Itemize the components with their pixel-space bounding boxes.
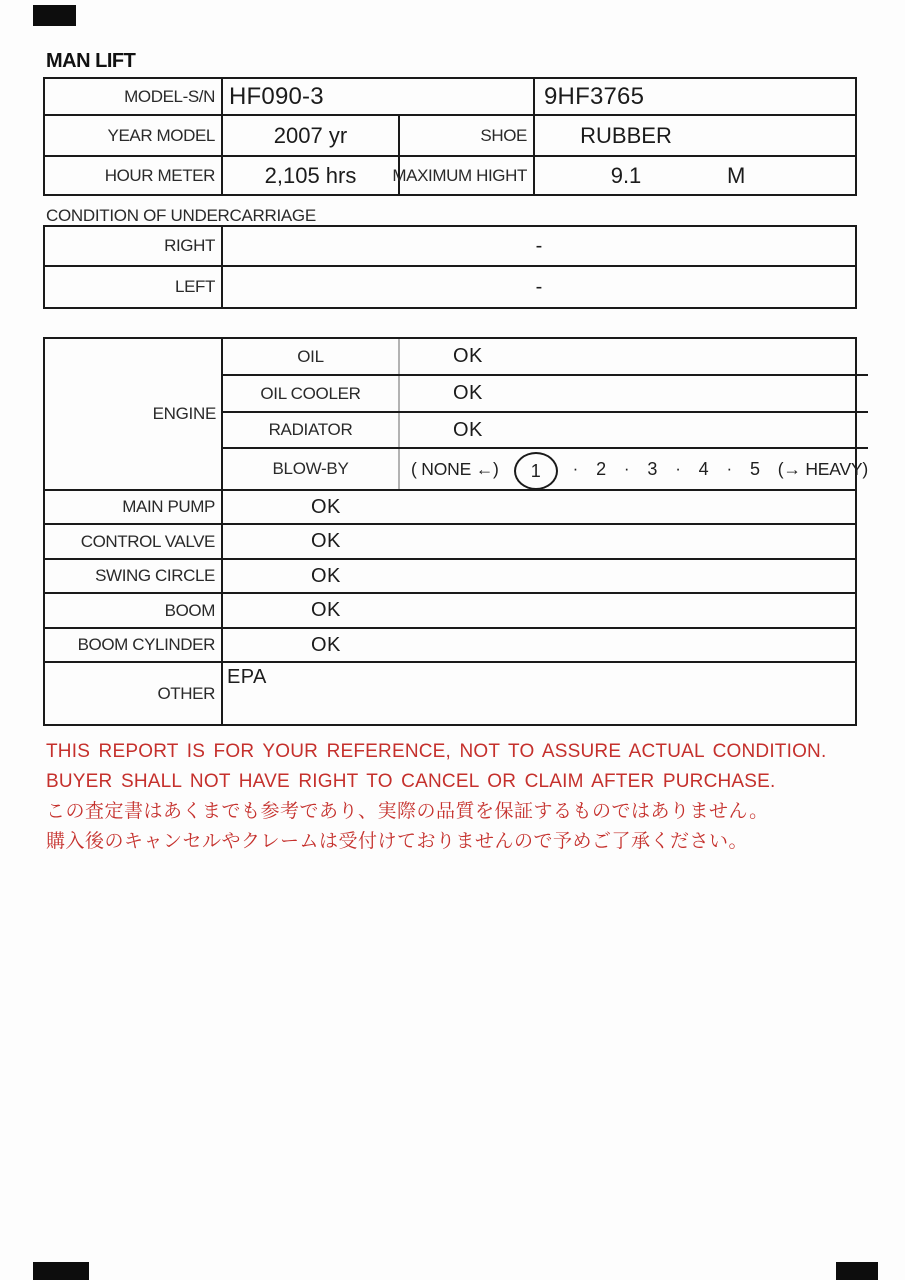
disclaimer-block: [46, 737, 826, 857]
spec-table: [43, 77, 857, 196]
boom-cylinder-label: BOOM CYLINDER: [45, 629, 223, 661]
blowby-selected-circle: 1: [514, 452, 558, 490]
max-height-unit: M: [727, 162, 746, 188]
hour-meter-value: 2,105 hrs: [223, 157, 400, 194]
oil-cooler-value: OK: [453, 382, 483, 404]
other-label: OTHER: [45, 663, 223, 724]
radiator-value: OK: [453, 418, 483, 441]
blowby-separator: ·: [726, 459, 732, 478]
boom-label: BOOM: [45, 594, 223, 627]
control-valve-label: CONTROL VALVE: [45, 525, 223, 558]
blowby-option-5: 5: [749, 458, 760, 479]
undercarriage-table: [43, 225, 857, 309]
shoe-label: SHOE: [400, 116, 535, 155]
blowby-none-label: ( NONE ←): [411, 458, 499, 479]
blowby-heavy-label: (→ HEAVY): [777, 458, 869, 479]
scan-mark-top-left: [33, 5, 76, 26]
blowby-separator: ·: [675, 459, 681, 478]
table-row: [45, 267, 855, 307]
max-height-label: MAXIMUM HIGHT: [400, 157, 535, 194]
engine-label: ENGINE: [45, 339, 223, 489]
inspection-table: [43, 337, 869, 726]
serial-value: 9HF3765: [544, 82, 645, 110]
hour-meter-label: HOUR METER: [45, 157, 223, 194]
other-value: EPA: [227, 666, 267, 688]
boom-value: OK: [311, 599, 341, 621]
blowby-scale: [400, 449, 868, 489]
table-row: [223, 376, 868, 413]
disclaimer-line-jp-1: この査定書はあくまでも参考であり、実際の品質を保証するものではありません。: [46, 801, 769, 822]
left-value: -: [535, 275, 543, 298]
disclaimer-line-en-2: BUYER SHALL NOT HAVE RIGHT TO CANCEL OR CLAIM AFTER PURCHASE.: [46, 771, 776, 792]
max-height-value: 9.1: [610, 162, 642, 188]
table-row: [45, 594, 855, 629]
table-row: [45, 663, 855, 724]
shoe-value-cell: [535, 116, 855, 155]
swing-circle-label: SWING CIRCLE: [45, 560, 223, 592]
table-row: [45, 560, 855, 594]
radiator-label: RADIATOR: [223, 413, 400, 447]
scan-mark-bottom-left: [33, 1262, 89, 1280]
scan-mark-bottom-right: [836, 1262, 878, 1280]
table-row: [45, 525, 855, 560]
year-model-label: YEAR MODEL: [45, 116, 223, 155]
max-height-cell: [535, 157, 855, 194]
left-label: LEFT: [45, 267, 223, 307]
table-row: [45, 116, 855, 157]
table-row: [223, 449, 868, 489]
control-valve-value: OK: [311, 530, 341, 552]
table-row: [45, 491, 855, 525]
blowby-separator: ·: [623, 459, 630, 478]
main-pump-label: MAIN PUMP: [45, 491, 223, 523]
boom-cylinder-value: OK: [311, 633, 341, 656]
table-row: [223, 413, 868, 449]
blowby-label: BLOW-BY: [223, 449, 400, 489]
undercarriage-heading: CONDITION OF UNDERCARRIAGE: [46, 206, 316, 225]
oil-label: OIL: [223, 339, 400, 374]
table-row: [223, 339, 868, 376]
engine-sub-rows: [223, 339, 868, 489]
right-value: -: [535, 234, 543, 257]
blowby-separator: ·: [572, 459, 579, 478]
model-sn-label: MODEL-S/N: [45, 79, 223, 114]
engine-block: [45, 339, 869, 491]
disclaimer-line-en-1: THIS REPORT IS FOR YOUR REFERENCE, NOT TO ASSURE ACTUAL CONDITION.: [46, 741, 827, 762]
oil-value: OK: [453, 345, 483, 367]
blowby-option-4: 4: [698, 458, 709, 479]
page-title: MAN LIFT: [46, 50, 136, 72]
blowby-option-2: 2: [596, 458, 606, 479]
swing-circle-value: OK: [311, 564, 341, 587]
model-value: HF090-3: [223, 79, 535, 114]
main-pump-value: OK: [311, 495, 341, 518]
year-model-value: 2007 yr: [223, 116, 400, 155]
disclaimer-line-jp-2: 購入後のキャンセルやクレームは受付けておりませんので予めご了承ください。: [46, 831, 749, 852]
blowby-option-3: 3: [647, 458, 658, 479]
right-label: RIGHT: [45, 227, 223, 265]
table-row: [45, 227, 855, 267]
table-row: [45, 157, 855, 194]
shoe-value: RUBBER: [580, 122, 672, 148]
table-row: [45, 79, 855, 116]
oil-cooler-label: OIL COOLER: [223, 376, 400, 411]
table-row: [45, 629, 855, 663]
